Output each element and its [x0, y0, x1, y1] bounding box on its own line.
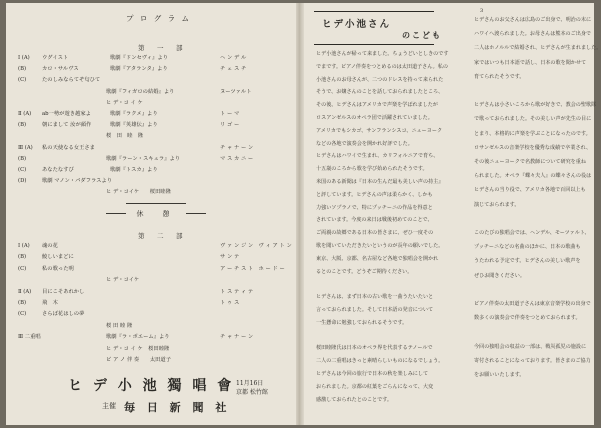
article-line: ヒデさんのお父さんは広島のご出身で、明治の末に [474, 17, 592, 23]
item-source: 歌劇『英雄伝』より [110, 122, 158, 129]
article-subtitle: のこども [402, 30, 442, 40]
item-source: 歌劇『アタランタ』より [110, 66, 168, 73]
item-number: (C) [18, 77, 27, 84]
item-composer: ト ス テ ィ テ [220, 288, 254, 295]
item-source: ヒ デ・コイケ 桜田睦隆 [106, 189, 171, 196]
concert-title: ヒ デ 小 池 獨 唱 會 [68, 378, 235, 394]
sponsor-label: 主催 [102, 402, 116, 410]
item-number: (B) [18, 254, 27, 261]
item-composer: マ ス カ ニ ー [220, 155, 254, 162]
article-line: されています。今度の来日は戦後初めてのことで、 [316, 217, 433, 224]
article-line: 家ではいつも日本語で話し、日本の歌を聞かせて [474, 59, 587, 66]
item-title: 鮫しいまどに [42, 254, 74, 261]
item-source: ヒ デ・コイケ [106, 277, 140, 284]
article-line: ロスアンゼルスのオペラ団で活躍されていました。 [316, 115, 433, 121]
article-line: 感激しておられたとのことです。 [316, 396, 392, 403]
item-composer: チ ェ ス チ [220, 66, 247, 73]
article-line: 二人の二重唱はきっと素晴らしいものになるでしょう。 [316, 358, 444, 365]
item-source: ヒ デ・コ イ ケ [106, 99, 143, 106]
sponsor-name: 毎 日 新 聞 社 [124, 401, 231, 414]
article-line: 桜田睦隆氏は日本のオペラ界を代表するテノールで [316, 345, 433, 352]
item-source: 歌劇『ドンセヴィ』より [110, 55, 168, 61]
article-line: ピアノ伴奏の太田道子さんは東京音楽学校の出身で [474, 301, 591, 307]
article-line: ヒデさんの当り役で、アメリカ各地で百回以上も [474, 187, 586, 194]
article-line: でまです。ピアノ伴奏をつとめるのは太田道子さん。私の [316, 63, 448, 70]
item-number: Ⅰ (A) [18, 243, 30, 249]
item-composer: チ ャ ナ ー ン [220, 144, 254, 151]
article-line: 演じておられます。 [474, 201, 520, 208]
article-line: うたわれる予定です。ヒデさんの美しい歌声を [474, 258, 581, 265]
item-title: さらば花はしの夢 [42, 311, 85, 318]
venue-line: 京都 松竹館 [236, 389, 268, 396]
part2-label: 第 二 部 [138, 232, 186, 240]
item-title: ab一勢が遊き越家よ [42, 111, 91, 117]
item-source: 歌劇『フィガロの結婚』より [106, 88, 175, 95]
article-line: 二人はホノルルで結婚され、ヒデさんが生まれました。 [474, 45, 601, 52]
article-line: ロサンゼルスの音楽学校を優秀な成績で卒業され、 [474, 144, 592, 151]
item-composer: リ ゴ ー [220, 122, 240, 129]
article-line: ご両親の故郷である日本の皆さまに、ぜひ一度その [316, 230, 434, 237]
article-line: 一生懸命に勉強しておられるそうです。 [316, 319, 408, 326]
article-line: ヒデ小池さんが帰って来ました。ちょうどいとしきのです [316, 51, 449, 57]
article-line: で歌っておられました。その美しい声が先生の目に [474, 116, 592, 123]
article-line: 寄付されることになっております。皆さまのご協力 [474, 357, 591, 364]
item-number: (D) [18, 178, 27, 185]
part1-label: 第 一 部 [138, 44, 186, 52]
item-title: あなたなすび [42, 167, 74, 173]
article-line: その後ニューヨークで名教師について研究を重ね [474, 159, 586, 165]
item-composer: ト ゥ ス [220, 300, 240, 306]
article-line: 数多くの演奏会で伴奏をつとめておられます。 [474, 315, 581, 322]
article-line: ヒデさんは今回の旅行で日本の秋を楽しみにして [316, 371, 429, 377]
item-number: (C) [18, 167, 27, 173]
article-line: と評しています。ヒデさんの声は柔らかく、しかも [316, 191, 433, 198]
item-composer: サ ン テ [220, 254, 240, 261]
item-number: Ⅲ 二重唱 [18, 334, 41, 341]
item-title: ウグイスト [42, 55, 69, 61]
article-line: とまり、本格的に声楽を学ぶことになったのです。 [474, 130, 591, 137]
program-spread [6, 3, 601, 425]
item-number: Ⅲ (A) [18, 144, 33, 151]
item-composer: ヘ ン デ ル [220, 55, 247, 61]
page-number: 3 [480, 8, 484, 14]
article-line: おられました。京都の紅葉をごらんになって、大変 [316, 383, 434, 390]
item-number: (B) [18, 300, 27, 306]
item-title: たのしみならてぞ匂ひて [42, 77, 101, 84]
article-line: 東京、大阪、京都、名古屋など各地で独唱会を開かれ [316, 255, 439, 262]
article-title: ヒデ小池さん [322, 19, 392, 30]
intermission-label: 休 憩 [110, 209, 202, 219]
item-composer: ト ー マ [220, 111, 240, 117]
article-line: 言っておられました。そして日本語の発音について [316, 307, 434, 313]
item-number: (C) [18, 311, 27, 318]
item-number: (C) [18, 265, 27, 272]
program-page [6, 3, 298, 425]
article-line: 小池さんのお母さんが、二つのドレスを持って来られた [316, 76, 444, 83]
article-line: プッチーニなどの名曲のほかに、日本の歌曲も [474, 244, 581, 251]
program-heading: プ ロ グ ラ ム [126, 14, 192, 23]
article-line: ぜひお聞きください。 [474, 272, 525, 279]
item-source: 歌劇『ラ・ボエーム』より [106, 334, 170, 341]
item-composer: ア ー チ ス ト ホ ー ド ー [220, 265, 285, 272]
item-title: 魂の花 [42, 243, 58, 249]
item-number: Ⅱ (A) [18, 288, 32, 295]
item-title: 目にこそあれかし [42, 288, 85, 295]
item-source: 歌劇『トスカ』より [110, 167, 158, 173]
article-line: その後、ヒデさんはアメリカで声楽を学ばれましたが [316, 102, 438, 109]
concert-date [236, 379, 268, 397]
item-composer: ヌーツァルト [220, 88, 252, 95]
article-line: そうで、お嬢さんのことを話しておられましたところ、 [316, 89, 444, 96]
article-line: 今回の独唱会の収益の一部は、戦災孤児の施設に [474, 343, 587, 350]
article-line: アメリカでもシカゴ、サンフランシスコ、ニューヨーク [316, 127, 443, 134]
article-line: 力強いソプラノで、特にプッチーニの作品を得意と [316, 204, 433, 211]
item-title: 歌劇 マノン・パダフラスより [42, 178, 113, 185]
article-line: 育てられたそうです。 [474, 73, 525, 80]
article-line: などの各地で演奏会を開かれ好評でした。 [316, 140, 413, 147]
item-number: (B) [18, 122, 27, 129]
divider [126, 203, 186, 204]
item-source: 歌劇『ラーン・スキュラ』より [106, 155, 181, 162]
article-line: 歌を聞いていただきたいというのが長年の願いでした。 [316, 243, 444, 249]
article-line: るとのことです。どうぞご期待ください。 [316, 268, 413, 275]
item-title: カロ・サルヴス [42, 66, 79, 73]
article-line: このたびの独唱会では、ヘンデル、モーツァルト、 [474, 230, 590, 236]
item-title: 私の歌った明 [42, 265, 74, 272]
article-line: ヒデさんはハワイで生まれ、カリフォルニアで育ち、 [316, 153, 439, 160]
item-composer: ヴ ァ ン ジ ン ヴ ィ ア ト ン [220, 243, 292, 249]
article-line: ヒデさんは、まず日本の古い歌を一曲うたいたいと [316, 294, 434, 301]
article-line: ハワイへ渡られました。お母さんは熊本のご出身で [474, 31, 592, 38]
item-source: 桜 田 睦 隆 [106, 133, 144, 140]
item-source: ヒ デ・コ イ ケ 桜田睦隆 [106, 345, 170, 352]
item-number: Ⅱ (A) [18, 111, 32, 117]
item-number: (B) [18, 155, 27, 162]
article-line: られました。オペラ『蝶々夫人』の蝶々さんの役は [474, 173, 592, 180]
item-source: 歌劇『ラクメ』より [110, 111, 158, 117]
article-page [302, 3, 601, 425]
article-line: をお願いいたします。 [474, 372, 525, 378]
item-composer: チ ャ ナ ー ン [220, 334, 254, 341]
article-line: ヒデさんは小さいころから歌が好きで、教会の聖歌隊 [474, 102, 597, 109]
item-title: 飛 木 [42, 300, 58, 306]
item-source: ピ ア ノ 伴 奏 太田道子 [106, 357, 172, 363]
article-line: 十五歳のころから歌を学び始められたそうです。 [316, 166, 428, 173]
date-line: 11月16日 [236, 380, 264, 387]
item-number: Ⅰ (A) [18, 55, 30, 61]
item-title: 朝にまして 汝が顔作 [42, 122, 92, 129]
item-number: (B) [18, 66, 27, 73]
article-line: 米国のある新聞は『日本の生んだ最も美しい声の持主』 [316, 179, 444, 185]
item-source: 桜 田 睦 隆 [106, 322, 133, 329]
item-title: 私の天使なる女王さま [42, 144, 95, 151]
